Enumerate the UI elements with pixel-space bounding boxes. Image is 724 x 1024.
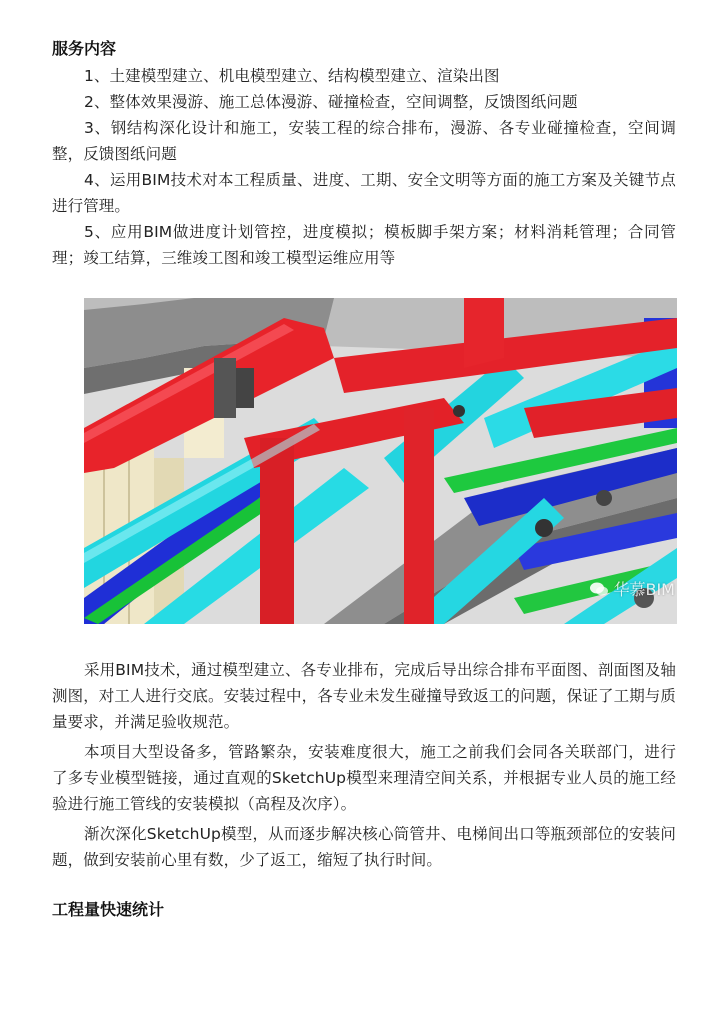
service-item-2: 2、整体效果漫游、施工总体漫游、碰撞检查，空间调整，反馈图纸问题 (84, 93, 578, 111)
bim-pipeline-render (84, 298, 677, 624)
bim-pipeline-illustration (84, 298, 677, 624)
service-item-5: 5、应用BIM做进度计划管控，进度模拟；模板脚手架方案；材料消耗管理；合同管理；竣工结算，三维竣工图和竣工模型运维应用等 (52, 223, 676, 267)
service-heading: 服务内容 (52, 39, 117, 58)
wechat-icon (589, 581, 609, 597)
quantity-heading: 工程量快速统计 (52, 900, 165, 919)
body-paragraph-2: 本项目大型设备多，管路繁杂，安装难度很大，施工之前我们会同各关联部门，进行了多专业模型链接，通过直观的SketchUp模型来理清空间关系，并根据专业人员的施工经验进行施工管线的安装模拟（高程及次序）。 (52, 743, 676, 813)
service-item-1: 1、土建模型建立、机电模型建立、结构模型建立、渲染出图 (84, 67, 500, 85)
body-paragraph-1: 采用BIM技术，通过模型建立、各专业排布，完成后导出综合排布平面图、剖面图及轴测图，对工人进行交底。安装过程中，各专业未发生碰撞导致返工的问题，保证了工期与质量要求，并满足验收规范。 (52, 661, 677, 731)
service-item-4: 4、运用BIM技术对本工程质量、进度、工期、安全文明等方面的施工方案及关键节点进行管理。 (52, 171, 676, 215)
watermark (589, 577, 675, 600)
body-paragraph-3: 渐次深化SketchUp模型，从而逐步解决核心筒管井、电梯间出口等瓶颈部位的安装问题，做到安装前心里有数，少了返工，缩短了执行时间。 (52, 825, 676, 869)
service-item-3: 3、钢结构深化设计和施工，安装工程的综合排布，漫游、各专业碰撞检查，空间调整，反馈图纸问题 (52, 119, 676, 163)
watermark-text: 华慕BIM (613, 580, 675, 599)
